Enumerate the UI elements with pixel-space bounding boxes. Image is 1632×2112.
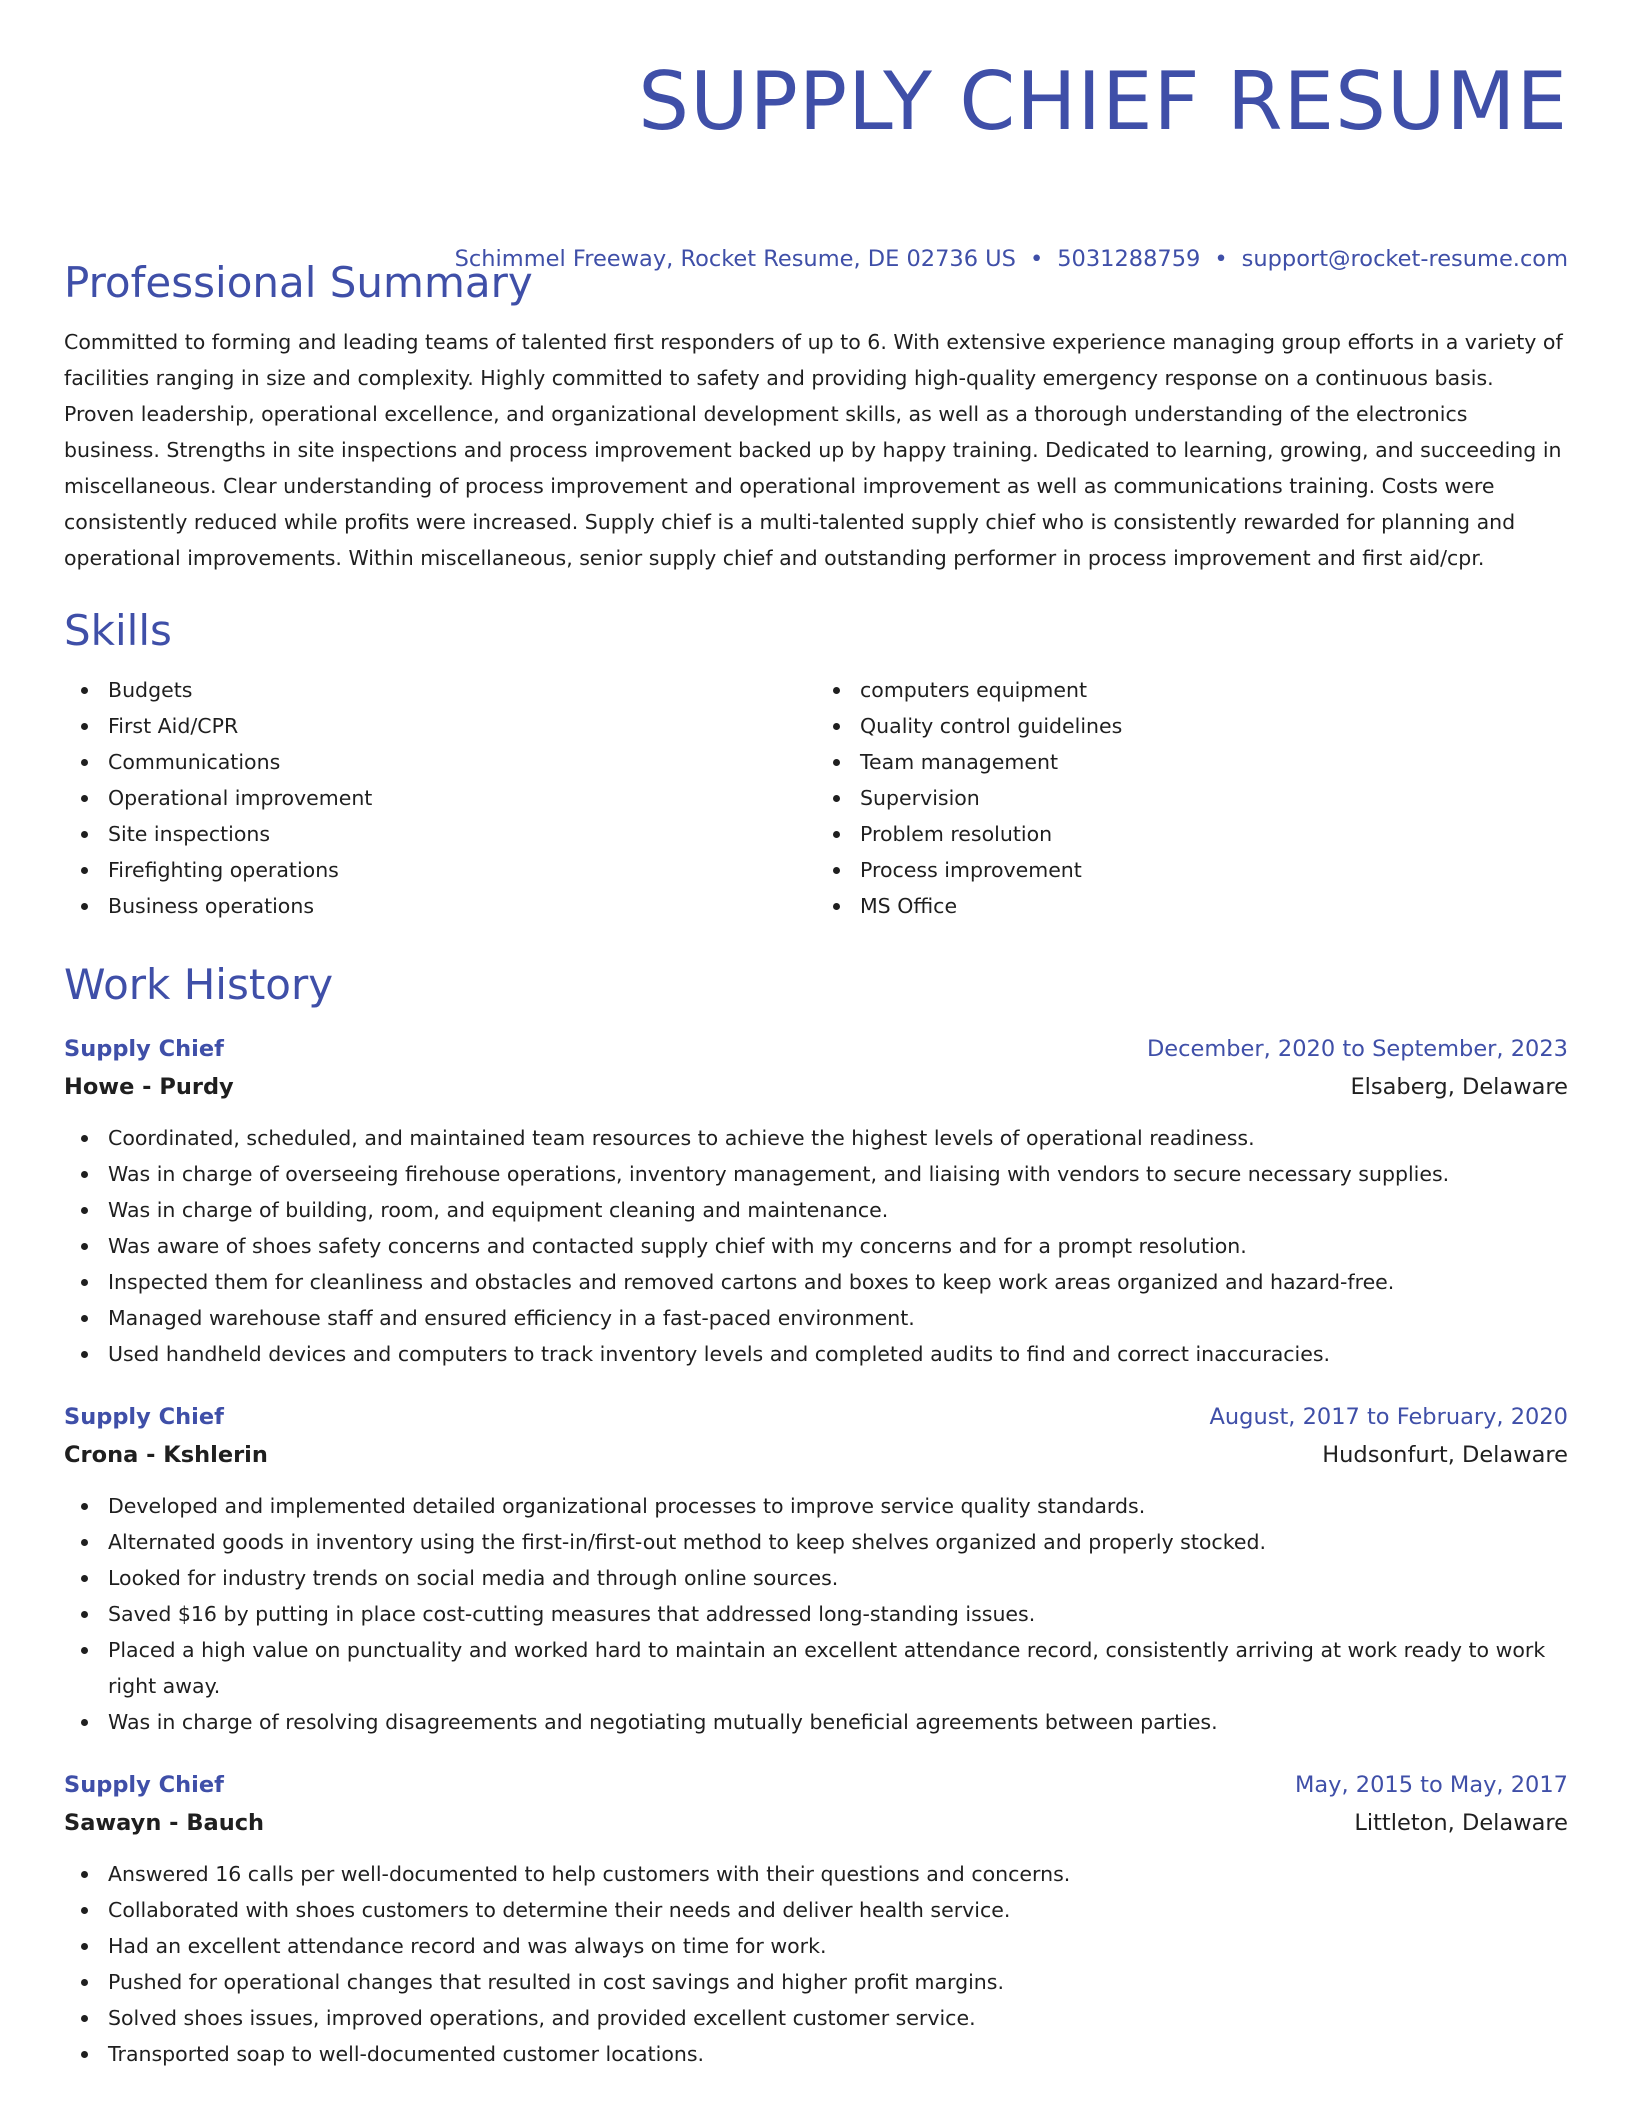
- contact-phone: 5031288759: [1057, 246, 1201, 272]
- skills-column-left: [64, 672, 816, 924]
- skills-section: [64, 606, 1568, 924]
- work-history-section: [64, 960, 1568, 2072]
- job-bullet-item: Inspected them for cleanliness and obstacles and removed cartons and boxes to keep work areas organized and hazard-free.: [108, 1264, 1568, 1300]
- job-title: Supply Chief: [64, 1404, 224, 1430]
- job-bullet-item: Transported soap to well-documented customer locations.: [108, 2036, 1568, 2072]
- job-bullet-item: Managed warehouse staff and ensured efficiency in a fast-paced environment.: [108, 1300, 1568, 1336]
- summary-section: [64, 258, 1568, 576]
- skills-heading: Skills: [64, 606, 172, 655]
- job-bullet-item: Placed a high value on punctuality and worked hard to maintain an excellent attendance record, consistently arriving at work ready to work right away.: [108, 1632, 1568, 1704]
- contact-email: support@rocket-resume.com: [1241, 246, 1568, 272]
- job-location: Littleton, Delaware: [1354, 1810, 1568, 1836]
- job-company-row: [64, 1436, 1568, 1474]
- job-bullet-item: Was in charge of overseeing firehouse operations, inventory management, and liaising with vendors to secure necessary supplies.: [108, 1156, 1568, 1192]
- job-bullet-list: [64, 1488, 1568, 1740]
- work-history-heading: Work History: [64, 960, 334, 1009]
- skill-item: Operational improvement: [108, 780, 816, 816]
- skill-item: Process improvement: [860, 852, 1568, 888]
- job-bullet-item: Was aware of shoes safety concerns and contacted supply chief with my concerns and for a prompt resolution.: [108, 1228, 1568, 1264]
- job-entry: [64, 1398, 1568, 1740]
- job-bullet-item: Coordinated, scheduled, and maintained team resources to achieve the highest levels of operational readiness.: [108, 1120, 1568, 1156]
- skills-column-right: [816, 672, 1568, 924]
- skill-item: Team management: [860, 744, 1568, 780]
- job-bullet-item: Was in charge of building, room, and equipment cleaning and maintenance.: [108, 1192, 1568, 1228]
- job-bullet-item: Pushed for operational changes that resulted in cost savings and higher profit margins.: [108, 1964, 1568, 2000]
- job-dates: December, 2020 to September, 2023: [1146, 1036, 1568, 1062]
- skill-item: computers equipment: [860, 672, 1568, 708]
- skill-item: Budgets: [108, 672, 816, 708]
- job-bullet-item: Answered 16 calls per well-documented to help customers with their questions and concerns.: [108, 1856, 1568, 1892]
- job-dates: August, 2017 to February, 2020: [1209, 1404, 1568, 1430]
- job-title-row: [64, 1766, 1568, 1804]
- job-bullet-item: Had an excellent attendance record and was always on time for work.: [108, 1928, 1568, 1964]
- job-company-row: [64, 1804, 1568, 1842]
- job-location: Hudsonfurt, Delaware: [1322, 1442, 1568, 1468]
- job-company: Sawayn - Bauch: [64, 1810, 265, 1836]
- contact-address: Schimmel Freeway, Rocket Resume, DE 02736 US: [454, 246, 1016, 272]
- job-title: Supply Chief: [64, 1036, 224, 1062]
- job-company: Crona - Kshlerin: [64, 1442, 268, 1468]
- skill-item: Firefighting operations: [108, 852, 816, 888]
- summary-text: Committed to forming and leading teams of talented first responders of up to 6. With extensive experience managing group efforts in a variety of facilities ranging in size and complexity. Highly committed to safety and providing high-quality emergency response on a continuous basis. Proven leadership, operational excellence, and organizational development skills, as well as a thorough understanding of the electronics business. Strengths in site inspections and process improvement backed up by happy training. Dedicated to learning, growing, and succeeding in miscellaneous. Clear understanding of process improvement and operational improvement as well as communications training. Costs were consistently reduced while profits were increased. Supply chief is a multi-talented supply chief who is consistently rewarded for planning and operational improvements. Within miscellaneous, senior supply chief and outstanding performer in process improvement and first aid/cpr.: [64, 330, 1563, 570]
- job-bullet-item: Was in charge of resolving disagreements and negotiating mutually beneficial agreements between parties.: [108, 1704, 1568, 1740]
- job-location: Elsaberg, Delaware: [1350, 1074, 1568, 1100]
- contact-separator: •: [1029, 246, 1044, 272]
- resume-title: SUPPLY CHIEF RESUME: [638, 55, 1568, 148]
- jobs-list: [64, 1030, 1568, 2072]
- job-company-row: [64, 1068, 1568, 1106]
- contact-separator: •: [1214, 246, 1228, 272]
- job-bullet-item: Collaborated with shoes customers to determine their needs and deliver health service.: [108, 1892, 1568, 1928]
- job-bullet-list: [64, 1120, 1568, 1372]
- job-bullet-item: Developed and implemented detailed organizational processes to improve service quality standards.: [108, 1488, 1568, 1524]
- skill-item: Problem resolution: [860, 816, 1568, 852]
- job-entry: [64, 1766, 1568, 2072]
- job-dates: May, 2015 to May, 2017: [1294, 1772, 1568, 1798]
- skills-grid: [64, 672, 1568, 924]
- job-bullet-item: Looked for industry trends on social media and through online sources.: [108, 1560, 1568, 1596]
- job-title-row: [64, 1030, 1568, 1068]
- job-bullet-item: Alternated goods in inventory using the first-in/first-out method to keep shelves organized and properly stocked.: [108, 1524, 1568, 1560]
- summary-heading: Professional Summary: [64, 258, 533, 307]
- skill-item: Quality control guidelines: [860, 708, 1568, 744]
- skill-item: Business operations: [108, 888, 816, 924]
- job-bullet-item: Used handheld devices and computers to track inventory levels and completed audits to find and correct inaccuracies.: [108, 1336, 1568, 1372]
- job-bullet-item: Saved $16 by putting in place cost-cutting measures that addressed long-standing issues.: [108, 1596, 1568, 1632]
- job-title-row: [64, 1398, 1568, 1436]
- skill-item: First Aid/CPR: [108, 708, 816, 744]
- skill-item: Site inspections: [108, 816, 816, 852]
- skill-item: MS Office: [860, 888, 1568, 924]
- job-entry: [64, 1030, 1568, 1372]
- skill-item: Supervision: [860, 780, 1568, 816]
- job-bullet-item: Solved shoes issues, improved operations, and provided excellent customer service.: [108, 2000, 1568, 2036]
- job-bullet-list: [64, 1856, 1568, 2072]
- skill-item: Communications: [108, 744, 816, 780]
- job-title: Supply Chief: [64, 1772, 224, 1798]
- job-company: Howe - Purdy: [64, 1074, 234, 1100]
